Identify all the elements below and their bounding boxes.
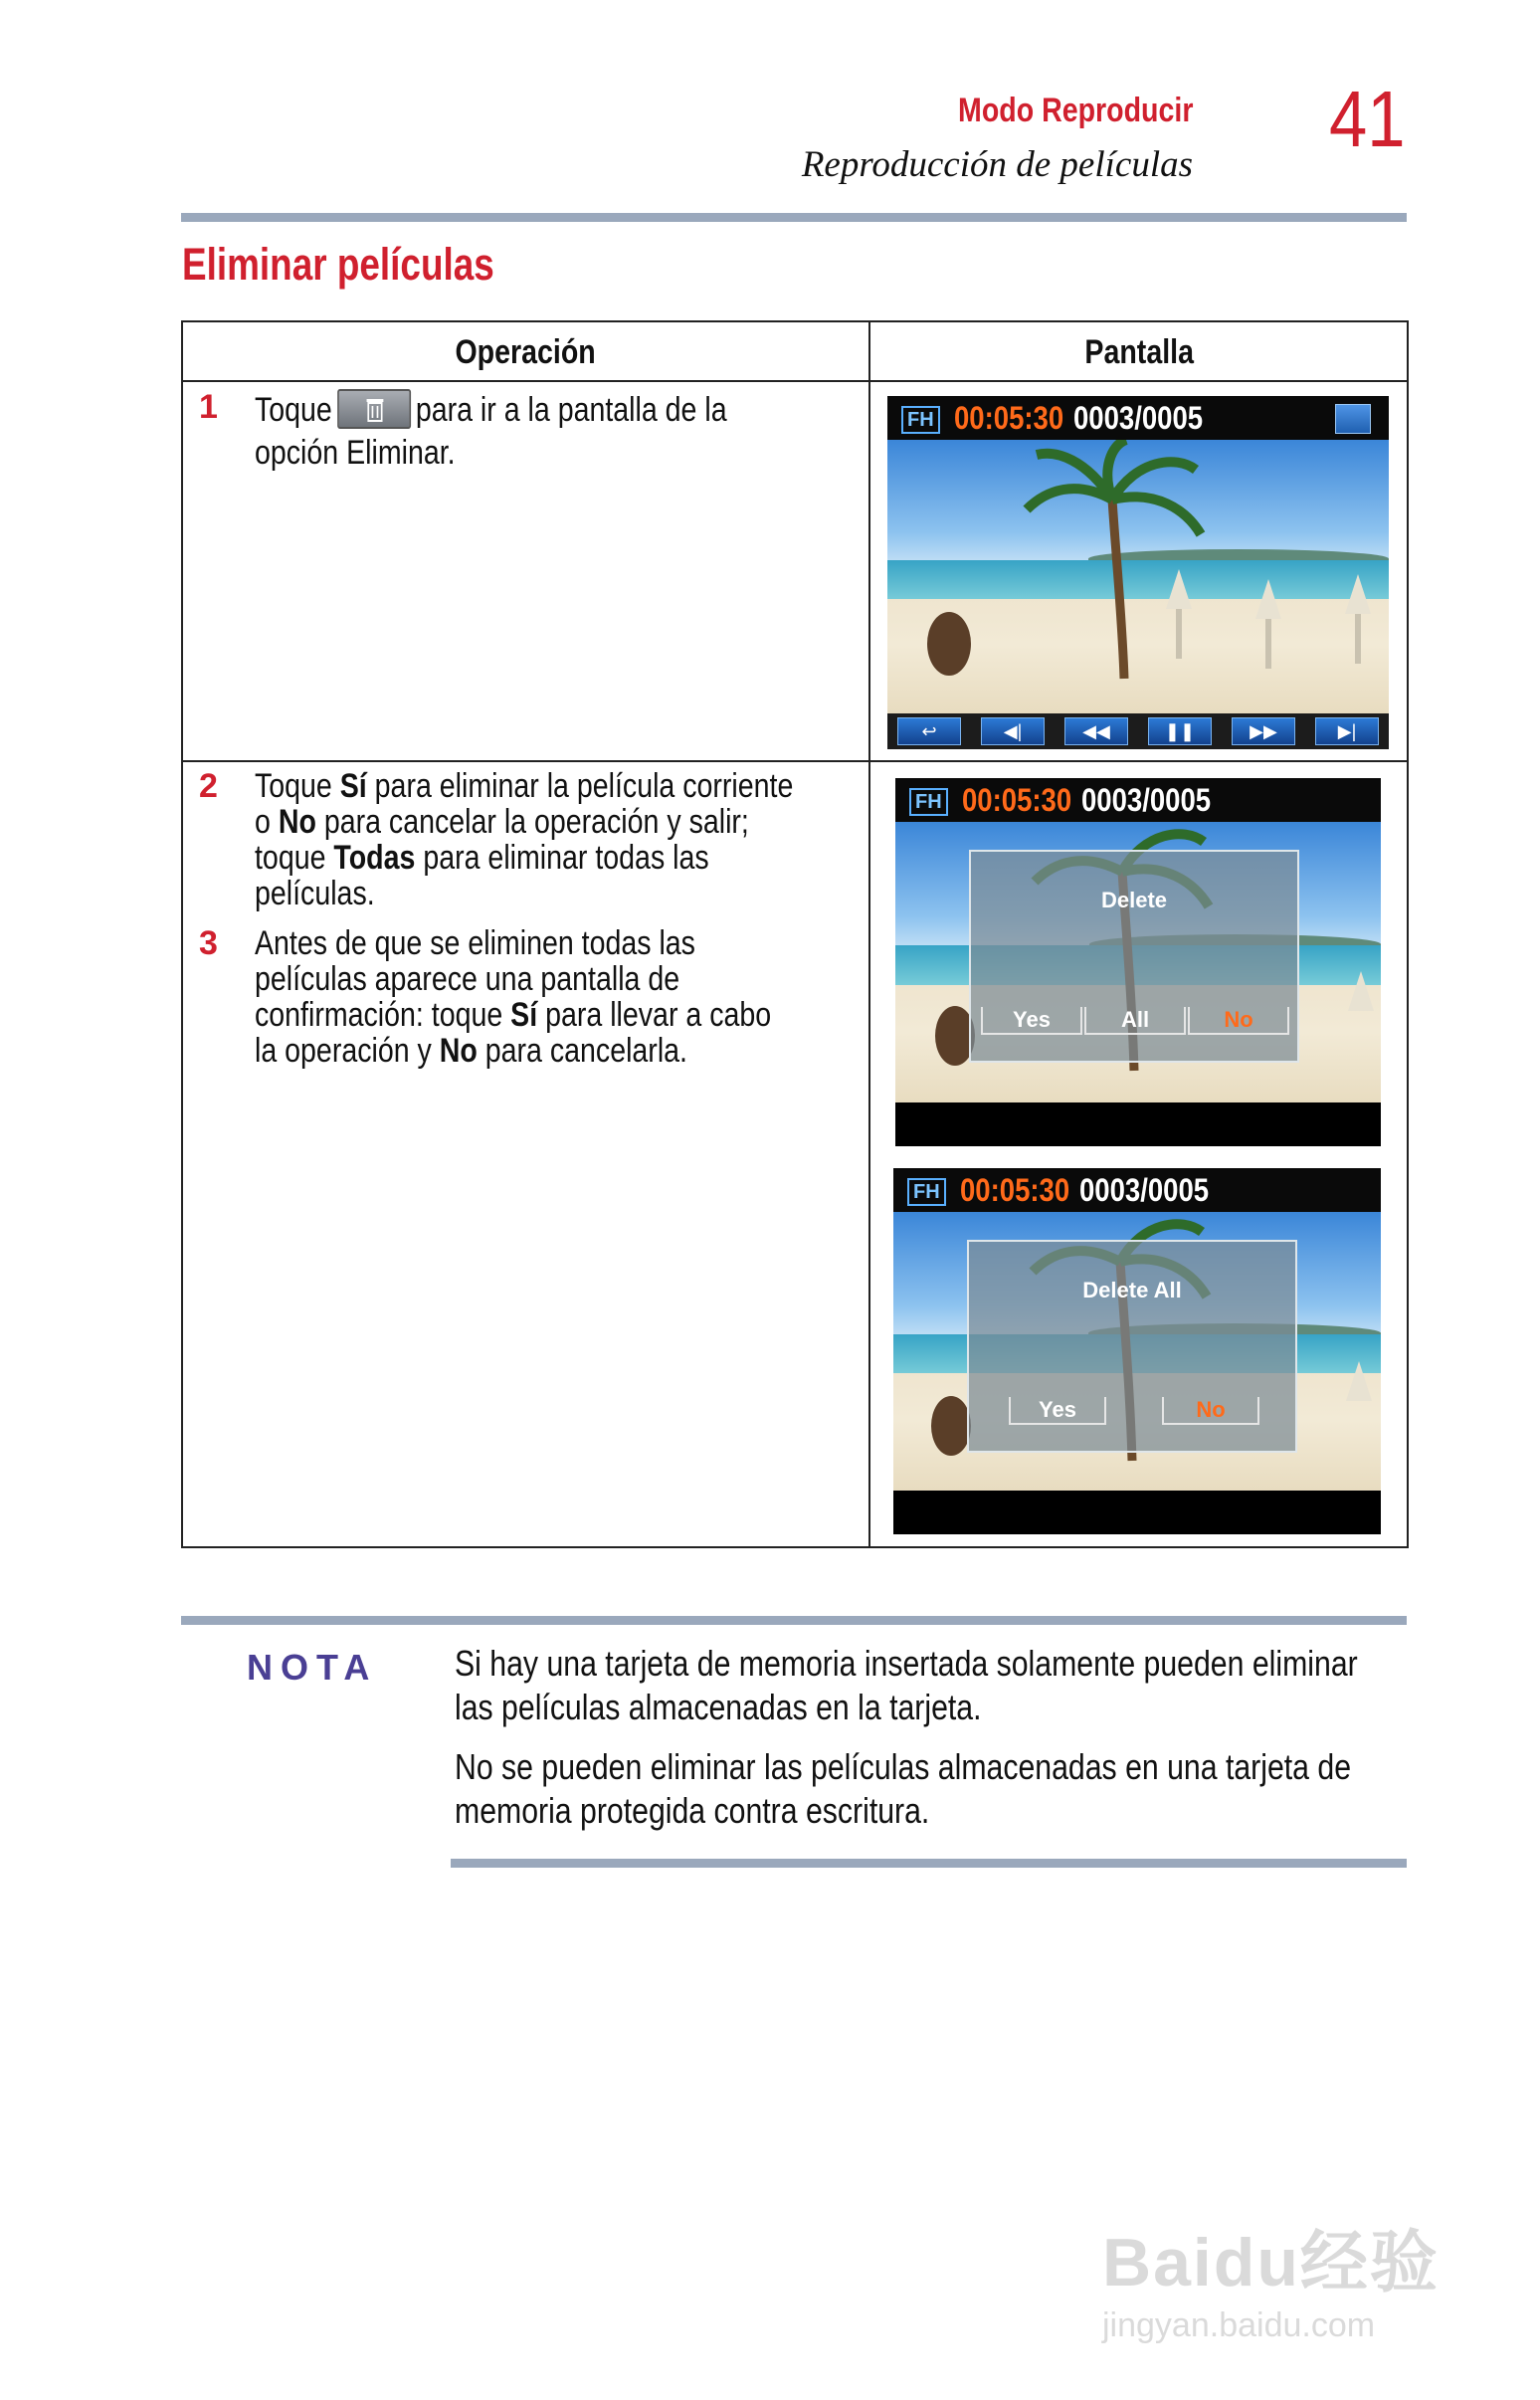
movie-mode-badge: FH [909, 788, 948, 816]
step-text-line: opción Eliminar. [255, 434, 456, 472]
pause-icon: ❚❚ [1148, 717, 1212, 745]
elapsed-time: 00:05:30 [953, 400, 1063, 436]
no-button[interactable]: No [1188, 1007, 1289, 1035]
note-paragraph-2: No se pueden eliminar las películas almacenadas en una tarjeta de memoria protegida contra escritura. [455, 1746, 1352, 1831]
note-top-rule [181, 1616, 1407, 1625]
step-text-line: la operación y No para cancelarla. [255, 1032, 687, 1070]
dialog-title: Delete [1100, 888, 1168, 912]
no-button[interactable]: No [1162, 1397, 1259, 1425]
delete-dialog-screenshot [895, 778, 1381, 1146]
operations-table [181, 320, 1409, 1548]
table-row-divider [183, 760, 1407, 762]
yes-button[interactable]: Yes [1009, 1397, 1106, 1425]
watermark-url: jingyan.baidu.com [1102, 2306, 1376, 2344]
step-text-line: o No para cancelar la operación y salir; [255, 803, 749, 841]
skip-forward-icon: ▶| [1315, 717, 1379, 745]
movie-mode-badge: FH [907, 1178, 946, 1206]
elapsed-time: 00:05:30 [961, 782, 1071, 818]
column-header-screen: Pantalla [1084, 333, 1195, 371]
trash-button-icon [337, 389, 411, 429]
step-text-line: Toque Sí para eliminar la película corriente [255, 767, 794, 805]
dialog-title: Delete All [1082, 1278, 1182, 1302]
running-header-section: Modo Reproducir [957, 92, 1193, 129]
running-header-subsection: Reproducción de películas [801, 144, 1193, 185]
skip-back-icon: ◀| [981, 717, 1045, 745]
note-paragraph-1: Si hay una tarjeta de memoria insertada solamente pueden eliminar las películas almacenadas en la tarjeta. [455, 1643, 1358, 1727]
step-text-line: películas. [255, 875, 375, 912]
status-bar [887, 396, 1389, 440]
fast-forward-icon: ▶▶ [1232, 717, 1295, 745]
return-icon: ↩ [897, 717, 961, 745]
note-label: NOTA [247, 1647, 378, 1688]
step-text-line: Antes de que se eliminen todas las [255, 924, 695, 962]
palm-tree-image [887, 440, 1389, 713]
watermark-logo: Baidu经验 [1102, 2225, 1440, 2300]
rewind-icon: ◀◀ [1064, 717, 1128, 745]
elapsed-time: 00:05:30 [959, 1172, 1069, 1208]
delete-all-dialog [967, 1240, 1297, 1453]
step-text-line: confirmación: toque Sí para llevar a cabo [255, 996, 772, 1034]
watermark [1102, 2189, 1480, 2368]
file-counter: 0003/0005 [1080, 782, 1211, 818]
status-bar [893, 1168, 1381, 1212]
all-button[interactable]: All [1084, 1007, 1186, 1035]
status-bar [895, 778, 1381, 822]
column-header-operation: Operación [455, 333, 597, 371]
step-text-line: Toque para ir a la pantalla de la [255, 391, 727, 429]
movie-mode-badge: FH [901, 406, 940, 434]
trash-icon [1335, 404, 1371, 434]
yes-button[interactable]: Yes [981, 1007, 1082, 1035]
header-rule [181, 213, 1407, 222]
step-text-line: películas aparece una pantalla de [255, 960, 680, 998]
file-counter: 0003/0005 [1078, 1172, 1209, 1208]
page-title: Eliminar películas [182, 239, 494, 290]
delete-dialog [969, 850, 1299, 1063]
file-counter: 0003/0005 [1072, 400, 1203, 436]
page-number: 41 [1329, 75, 1406, 163]
playback-screenshot [887, 396, 1389, 749]
note-bottom-rule [451, 1859, 1407, 1868]
step-number: 1 [199, 388, 218, 426]
step-number: 3 [199, 924, 218, 962]
step-text-line: toque Todas para eliminar todas las [255, 839, 709, 877]
playback-controls [887, 713, 1389, 749]
step-number: 2 [199, 767, 218, 805]
delete-all-dialog-screenshot [893, 1168, 1381, 1534]
